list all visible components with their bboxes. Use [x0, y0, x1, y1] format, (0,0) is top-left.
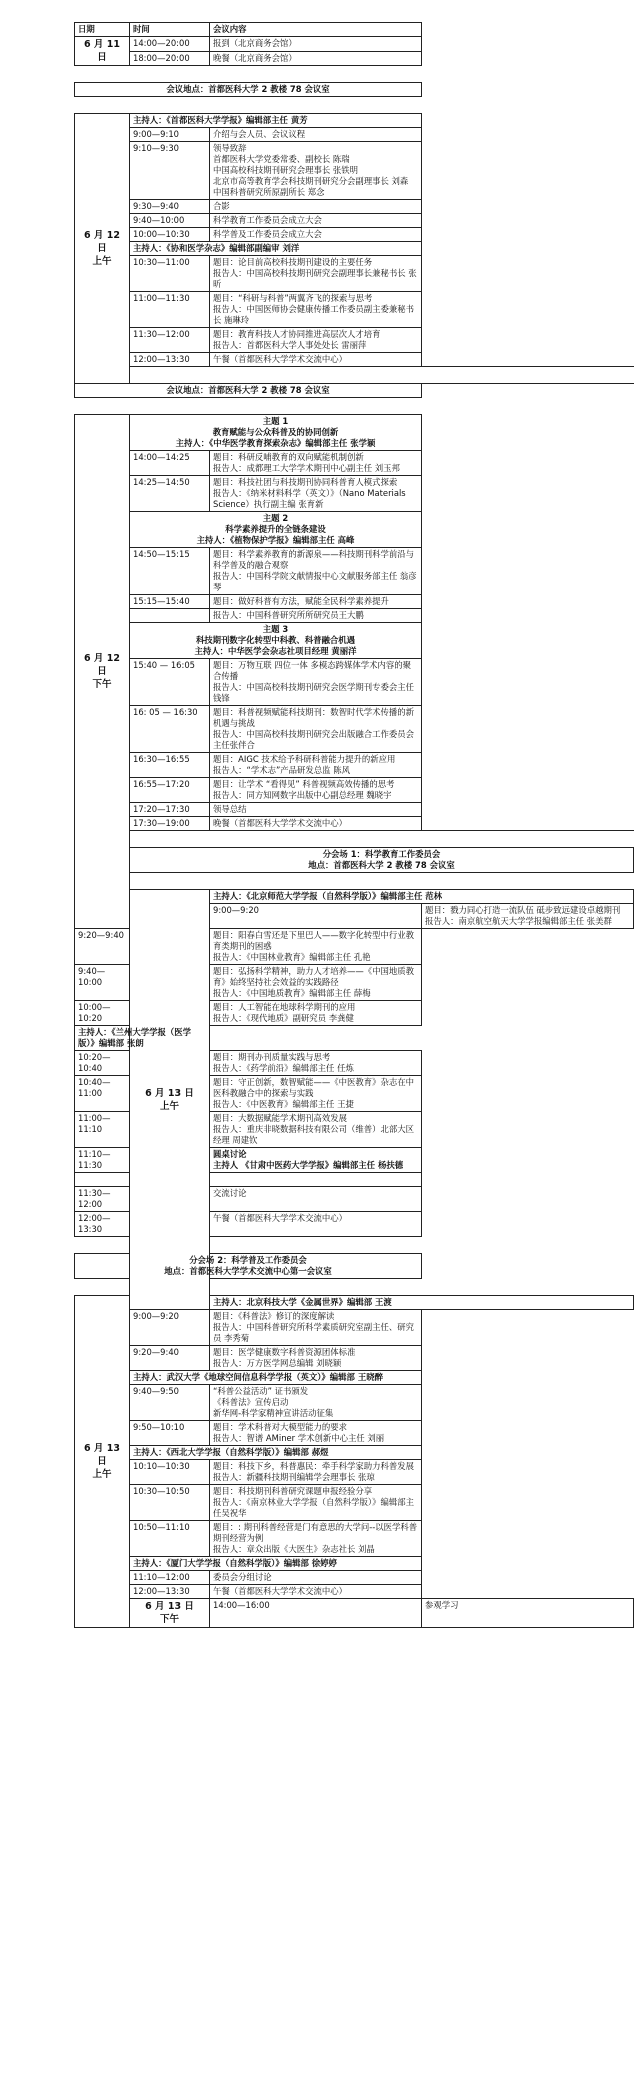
section-gap — [75, 97, 422, 114]
date-cell — [75, 37, 130, 66]
section-gap — [130, 367, 634, 384]
content-line: 报告人：中国医师协会健康传播工作委员副主委兼秘书长 施琳玲 — [213, 304, 414, 325]
content-line: 报告人：同方知网数字出版中心副总经理 魏晓宇 — [213, 790, 392, 800]
time-cell: 12:00—13:30 — [130, 353, 210, 367]
content-cell — [210, 1385, 422, 1421]
host-cell — [130, 242, 422, 256]
content-line: 交流讨论 — [213, 1188, 247, 1198]
content-line: 地点：首都医科大学学术交流中心第一会议室 — [164, 1266, 332, 1276]
section-gap — [130, 831, 634, 848]
table-row — [75, 1237, 634, 1254]
content-line: 主持人 《甘肃中医药大学学报》编辑部主任 杨扶德 — [213, 1160, 404, 1170]
content-cell — [210, 1571, 422, 1585]
content-cell — [210, 476, 422, 512]
table-row — [75, 384, 634, 398]
content-cell — [210, 929, 422, 965]
content-line: 题目：戮力同心打造一流队伍 砥步致远建设卓越期刊 — [425, 905, 621, 915]
content-line: 委员会分组讨论 — [213, 1572, 272, 1582]
content-line: 题目：期刊办刊质量实践与思考 — [213, 1052, 331, 1062]
content-line: 题目：守正创新，数智赋能——《中医教育》杂志在中医科教融合中的探索与实践 — [213, 1077, 414, 1098]
table-row — [75, 214, 634, 228]
content-line: 主持人：《首都医科大学学报》编辑部主任 黄芳 — [133, 115, 308, 125]
content-line: 报告人：《中国地质教育》编辑部主任 薛梅 — [213, 988, 371, 998]
content-line: 题目：科技期刊科普研究课题申报经验分享 — [213, 1486, 373, 1496]
table-row — [75, 1310, 634, 1346]
table-row — [75, 623, 634, 659]
date-text: 6 月 12 日 — [84, 230, 120, 254]
time-cell: 9:20—9:40 — [130, 1346, 210, 1371]
table-row — [75, 659, 634, 706]
content-line: 报告人：新疆科技期刊编辑学会理事长 张琼 — [213, 1472, 375, 1482]
content-line: 题目：科普视频赋能科技期刊：数智时代学术传播的新机遇与挑战 — [213, 707, 414, 728]
table-row — [75, 1557, 634, 1571]
column-header-content: 会议内容 — [210, 23, 422, 37]
time-cell: 9:50—10:10 — [130, 1421, 210, 1446]
content-line: 报告人：中国高校科技期刊研究会出版融合工作委员会主任张伴合 — [213, 729, 414, 750]
content-line: 主持人：《中华医学教育探索杂志》编辑部主任 张学颖 — [175, 438, 376, 448]
content-line: 报告人：中国科学院文献情报中心文献服务部主任 翁彦琴 — [213, 571, 417, 592]
content-line: 题目：做好科普有方法，赋能全民科学素养提升 — [213, 596, 389, 606]
time-cell: 9:40—10:00 — [75, 965, 130, 1001]
content-cell — [210, 1521, 422, 1557]
host-cell — [130, 1446, 422, 1460]
content-line: 介绍与会人员、会议议程 — [213, 129, 306, 139]
content-line: 领导总结 — [213, 804, 247, 814]
content-line: 地点：首都医科大学 2 教楼 78 会议室 — [308, 860, 455, 870]
time-cell: 16:55—17:20 — [130, 778, 210, 803]
content-line: 报告人：“学术志”产品研发总监 陈风 — [213, 765, 350, 775]
content-line: 主持人：《兰州大学学报（医学版）》编辑部 张朗 — [78, 1027, 192, 1048]
content-line: 主持人：《协和医学杂志》编辑部副编审 刘洋 — [133, 243, 300, 253]
table-row — [75, 890, 634, 904]
table-row — [75, 753, 634, 778]
content-line: 晚餐（北京商务会馆） — [213, 52, 297, 63]
table-row — [75, 353, 634, 367]
table-row — [75, 1385, 634, 1421]
table-row — [75, 451, 634, 476]
table-row — [75, 609, 634, 623]
time-cell: 17:20—17:30 — [130, 803, 210, 817]
time-cell: 16: 05 — 16:30 — [130, 706, 210, 753]
date-text: 上午 — [92, 256, 112, 267]
content-cell — [210, 1310, 422, 1346]
table-row — [75, 595, 634, 609]
content-line: 主题 3 — [262, 624, 289, 634]
content-cell — [210, 753, 422, 778]
content-cell — [210, 214, 422, 228]
content-cell — [210, 817, 422, 831]
content-line: 主题 2 — [262, 513, 289, 523]
content-line: 报告人：《中医教育》编辑部主任 王捷 — [213, 1099, 354, 1109]
content-line: 题目：科学素养教育的新源泉——科技期刊科学前沿与科学普及的融合观察 — [213, 549, 414, 570]
table-row — [75, 114, 634, 128]
section-gap — [75, 1237, 422, 1254]
content-cell — [210, 292, 422, 328]
table-row — [75, 328, 634, 353]
content-line: 中国科普研究所原副所长 郑念 — [213, 187, 325, 197]
content-cell — [422, 904, 634, 929]
content-line: 首都医科大学党委常委、副校长 陈瑞 — [213, 154, 350, 164]
content-line: 北京市高等教育学会科技期刊研究分会副理事长 刘森 — [213, 176, 409, 186]
date-text: 6 月 12 日 — [84, 653, 120, 677]
date-text: 6 月 13 日 — [145, 1087, 194, 1099]
content-line: 报告人：南京航空航天大学学报编辑部主任 张美群 — [425, 916, 612, 926]
content-cell — [210, 1212, 422, 1237]
content-line: 晚餐（首都医科大学学术交流中心） — [213, 818, 347, 828]
content-line: 题目：医学健康数字科普资源团体标准 — [213, 1347, 356, 1357]
table-row — [75, 83, 634, 97]
theme-cell — [130, 415, 422, 451]
content-cell — [210, 1485, 422, 1521]
venue-cell — [75, 1254, 422, 1279]
content-line: 教育赋能与公众科普及的协同创新 — [212, 427, 339, 437]
table-row — [75, 292, 634, 328]
content-line: 新华网-科学家精神宣讲活动征集 — [213, 1408, 334, 1418]
content-line: 报告人：《中国林业教育》编辑部主任 孔艳 — [213, 952, 371, 962]
table-row — [75, 1371, 634, 1385]
content-line: 报告人：章众出版《大医生》杂志社长 刘晶 — [213, 1544, 375, 1554]
host-cell — [130, 1557, 422, 1571]
table-row — [75, 1460, 634, 1485]
content-cell — [210, 451, 422, 476]
content-line: 主题 1 — [262, 416, 289, 426]
content-cell — [210, 609, 422, 623]
table-row — [75, 778, 634, 803]
table-row — [75, 476, 634, 512]
content-line: 报告人：中国高校科技期刊研究会副理事长兼秘书长 张昕 — [213, 268, 417, 289]
content-line: 会议地点：首都医科大学 2 教楼 78 会议室 — [166, 385, 330, 395]
table-row — [75, 548, 634, 595]
content-line: 报告人：《现代地质》副研究员 李龚健 — [213, 1013, 354, 1023]
section-gap — [130, 873, 634, 890]
content-line: 题目：让学术 “看得见” 科普视频高效传播的思考 — [213, 779, 395, 789]
content-line: 分会场 2：科学普及工作委员会 — [189, 1255, 307, 1265]
content-line: 科学素养提升的全链条建设 — [225, 524, 326, 534]
content-line: 题目：论目前高校科技期刊建设的主要任务 — [213, 257, 373, 267]
date-text: 6 月 13 日 — [145, 1601, 194, 1612]
content-line: 午餐（首都医科大学学术交流中心） — [213, 1586, 347, 1596]
time-cell: 11:00—11:30 — [130, 292, 210, 328]
content-line: 科技期刊数字化转型中科教、科普融合机遇 — [195, 635, 356, 645]
content-line: 圆桌讨论 — [213, 1149, 247, 1159]
table-row — [75, 242, 634, 256]
host-cell — [210, 1296, 634, 1310]
time-cell: 14:00—20:00 — [130, 37, 210, 52]
content-cell — [210, 1076, 422, 1112]
content-cell — [210, 256, 422, 292]
content-line: 参观学习 — [425, 1600, 459, 1610]
table-row — [75, 1485, 634, 1521]
content-line: 主持人：《西北大学学报（自然科学版）》编辑部 郝煜 — [133, 1447, 329, 1457]
table-row — [75, 142, 634, 200]
content-cell — [210, 1148, 422, 1173]
time-cell: 9:10—9:30 — [130, 142, 210, 200]
date-text: 下午 — [159, 1614, 179, 1625]
content-line: 主持人：《植物保护学报》编辑部主任 高峰 — [196, 535, 355, 545]
venue-cell — [75, 384, 422, 398]
table-row — [75, 831, 634, 848]
time-cell: 10:50—11:10 — [130, 1521, 210, 1557]
table-row — [75, 1254, 634, 1279]
table-row — [75, 1521, 634, 1557]
content-line: 题目：大数据赋能学术期刊高效发展 — [213, 1113, 347, 1123]
content-cell — [210, 353, 422, 367]
date-cell — [75, 415, 130, 929]
time-cell: 15:15—15:40 — [130, 595, 210, 609]
column-header-time: 时间 — [130, 23, 210, 37]
content-line: 分会场 1：科学教育工作委员会 — [322, 849, 441, 859]
table-row — [75, 1279, 634, 1296]
content-line: 主持人：北京科技大学《金属世界》编辑部 王渡 — [213, 1297, 392, 1307]
date-cell — [75, 1296, 130, 1628]
time-cell: 14:25—14:50 — [130, 476, 210, 512]
date-text: 上午 — [92, 1469, 112, 1480]
time-cell: 10:40—11:00 — [75, 1076, 130, 1112]
content-cell — [210, 1460, 422, 1485]
content-line: 主持人：中华医学会杂志社项目经理 黄丽洋 — [194, 646, 357, 656]
content-cell — [210, 706, 422, 753]
time-cell: 10:30—10:50 — [130, 1485, 210, 1521]
date-text: 6 月 13 日 — [84, 1443, 120, 1467]
date-text: 上午 — [159, 1100, 179, 1112]
time-cell: 17:30—19:00 — [130, 817, 210, 831]
content-line: 报告人：重庆非晓数据科技有限公司（维普）北部大区经理 周建钦 — [213, 1124, 414, 1145]
content-cell — [210, 803, 422, 817]
table-row — [75, 37, 634, 52]
column-header-date: 日期 — [75, 23, 130, 37]
content-line: 科学普及工作委员会成立大会 — [213, 229, 322, 239]
table-row — [75, 1346, 634, 1371]
time-cell: 9:00—9:20 — [130, 1310, 210, 1346]
time-cell: 14:00—16:00 — [210, 1599, 422, 1628]
host-cell — [210, 890, 634, 904]
content-cell — [210, 1421, 422, 1446]
time-cell: 9:20—9:40 — [75, 929, 130, 965]
table-row — [75, 398, 634, 415]
host-cell — [130, 1371, 422, 1385]
time-cell: 18:00—20:00 — [130, 51, 210, 66]
content-line: 报告人：首都医科大学人事处处长 雷丽萍 — [213, 340, 367, 350]
content-cell — [210, 1187, 422, 1212]
content-cell — [210, 142, 422, 200]
table-row — [75, 256, 634, 292]
section-gap — [75, 398, 422, 415]
time-cell: 10:30—11:00 — [130, 256, 210, 292]
content-line: 题目：人工智能在地球科学期刊的应用 — [213, 1002, 356, 1012]
content-cell — [210, 228, 422, 242]
time-cell: 10:00—10:30 — [130, 228, 210, 242]
time-cell: 11:30—12:00 — [75, 1187, 130, 1212]
content-line: 题目：《科普法》修订的深度解读 — [213, 1311, 335, 1321]
table-row — [75, 512, 634, 548]
table-header-row — [75, 23, 634, 37]
time-cell: 14:50—15:15 — [130, 548, 210, 595]
date-text: 6 月 11 日 — [84, 39, 120, 63]
section-gap — [75, 1279, 422, 1296]
content-cell — [422, 1599, 634, 1628]
content-line: 报告人：中国科普研究所科学素质研究室副主任、研究员 李秀菊 — [213, 1322, 414, 1343]
time-cell: 12:00—13:30 — [130, 1585, 210, 1599]
venue-cell — [75, 83, 422, 97]
table-row — [75, 803, 634, 817]
content-line: 领导致辞 — [213, 143, 247, 153]
table-row — [75, 1599, 634, 1628]
content-cell — [210, 1001, 422, 1026]
table-row — [75, 1571, 634, 1585]
host-cell — [75, 1026, 210, 1051]
content-line: 题目：阳春白雪还是下里巴人——数字化转型中行业教育类期刊的困惑 — [213, 930, 414, 951]
table-row — [75, 128, 634, 142]
section-gap — [75, 66, 422, 83]
time-cell: 9:30—9:40 — [130, 200, 210, 214]
time-cell: 9:40—10:00 — [130, 214, 210, 228]
time-cell — [75, 1173, 130, 1187]
time-cell: 14:00—14:25 — [130, 451, 210, 476]
table-row — [75, 66, 634, 83]
time-cell: 10:20—10:40 — [75, 1051, 130, 1076]
table-row — [75, 51, 634, 66]
date-text: 下午 — [92, 679, 112, 690]
content-line: 《科普法》宣传启动 — [213, 1397, 289, 1407]
content-cell — [210, 1346, 422, 1371]
table-row — [75, 1585, 634, 1599]
content-line: 题目：“科研与科普”两翼齐飞的探索与思考 — [213, 293, 373, 303]
content-line: 题目：教育科技人才协同推进高层次人才培育 — [213, 329, 381, 339]
table-row — [75, 848, 634, 873]
content-line: 题目：学术科普对大模型能力的要求 — [213, 1422, 347, 1432]
content-line: 题目：科技社团与科技期刊协同科普育人模式探索 — [213, 477, 398, 487]
time-cell: 11:10—11:30 — [75, 1148, 130, 1173]
theme-cell — [130, 623, 422, 659]
table-row — [75, 228, 634, 242]
content-cell — [210, 548, 422, 595]
content-line: 午餐（首都医科大学学术交流中心） — [213, 354, 347, 364]
content-line: 报告人：《药学前沿》编辑部主任 任炼 — [213, 1063, 354, 1073]
host-cell — [130, 114, 422, 128]
content-line: 中国高校科技期刊研究会理事长 张铁明 — [213, 165, 359, 175]
content-line: 题目：科研反哺教育的双向赋能机制创新 — [213, 452, 364, 462]
content-line: 主持人：《北京师范大学学报（自然科学版）》编辑部主任 范林 — [213, 891, 443, 901]
time-cell: 11:30—12:00 — [130, 328, 210, 353]
table-row — [75, 1026, 634, 1051]
content-line: 主持人：《厦门大学学报（自然科学版）》编辑部 徐婷婷 — [133, 1558, 337, 1568]
agenda-table — [74, 22, 634, 1628]
time-cell: 10:10—10:30 — [130, 1460, 210, 1485]
content-cell — [210, 1173, 422, 1187]
table-row — [75, 367, 634, 384]
date-cell — [75, 114, 130, 384]
table-row — [75, 817, 634, 831]
content-line: 报告人：《南京林业大学学报（自然科学版）》编辑部主任吴祝华 — [213, 1497, 414, 1518]
content-line: 题目：万物互联 四位一体 多模态跨媒体学术内容的聚合传播 — [213, 660, 411, 681]
date-cell — [130, 1599, 210, 1628]
time-cell: 9:00—9:10 — [130, 128, 210, 142]
table-row — [75, 706, 634, 753]
time-cell: 11:00—11:10 — [75, 1112, 130, 1148]
content-line: 午餐（首都医科大学学术交流中心） — [213, 1213, 347, 1223]
content-line — [213, 1174, 418, 1185]
content-line: 报告人：成都理工大学学术期刊中心副主任 刘玉邦 — [213, 463, 400, 473]
content-line: 报告人：万方医学网总编辑 刘晓颖 — [213, 1358, 342, 1368]
content-line: 科学教育工作委员会成立大会 — [213, 215, 322, 225]
content-cell — [210, 659, 422, 706]
content-line: 会议地点：首都医科大学 2 教楼 78 会议室 — [166, 84, 330, 94]
content-cell — [210, 965, 422, 1001]
content-line: 主持人：武汉大学《地球空间信息科学学报（英文）》编辑部 王晓醉 — [133, 1372, 383, 1382]
time-cell — [130, 609, 210, 623]
theme-cell — [130, 512, 422, 548]
content-cell — [210, 1051, 422, 1076]
content-line: 题目：弘扬科学精神，助力人才培养——《中国地质教育》始终坚持社会效益的实践路径 — [213, 966, 414, 987]
content-line: 报到（北京商务会馆） — [213, 38, 297, 48]
content-line: 报告人：中国科普研究所所研究员王大鹏 — [213, 610, 364, 620]
content-cell — [210, 1585, 422, 1599]
content-line: 题目：AIGC 技术给予科研科普能力提升的新应用 — [213, 754, 396, 764]
table-row — [75, 200, 634, 214]
table-row — [75, 1421, 634, 1446]
content-cell — [210, 1112, 422, 1148]
content-cell — [210, 200, 422, 214]
content-line: 报告人：《纳米材料科学（英文）》（Nano Materials Science）执行副主编 张育新 — [213, 488, 406, 509]
content-cell — [210, 595, 422, 609]
content-cell — [210, 51, 422, 66]
table-row — [75, 873, 634, 890]
time-cell: 9:40—9:50 — [130, 1385, 210, 1421]
content-line: 合影 — [213, 201, 230, 211]
venue-cell — [130, 848, 634, 873]
time-cell: 15:40 — 16:05 — [130, 659, 210, 706]
content-cell — [210, 328, 422, 353]
time-cell: 11:10—12:00 — [130, 1571, 210, 1585]
content-cell — [210, 128, 422, 142]
content-line: 报告人：智谱 AMiner 学术创新中心主任 刘丽 — [213, 1433, 385, 1443]
content-line: 报告人：中国高校科技期刊研究会医学期刊专委会主任 钱锋 — [213, 682, 414, 703]
time-cell: 10:00—10:20 — [75, 1001, 130, 1026]
content-cell — [210, 778, 422, 803]
table-row — [75, 97, 634, 114]
content-line: 题目：: 期刊科普经营是门有意思的大学问--以医学科普期刊经营为例 — [213, 1522, 418, 1543]
content-cell — [210, 37, 422, 52]
time-cell: 9:00—9:20 — [210, 904, 422, 929]
content-line: “科普公益活动” 证书颁发 — [213, 1386, 309, 1396]
table-row — [75, 1446, 634, 1460]
time-cell: 16:30—16:55 — [130, 753, 210, 778]
table-row — [75, 415, 634, 451]
time-cell: 12:00—13:30 — [75, 1212, 130, 1237]
content-line: 题目：科技下乡，科普惠民：牵手科学家助力科普发展 — [213, 1461, 414, 1471]
